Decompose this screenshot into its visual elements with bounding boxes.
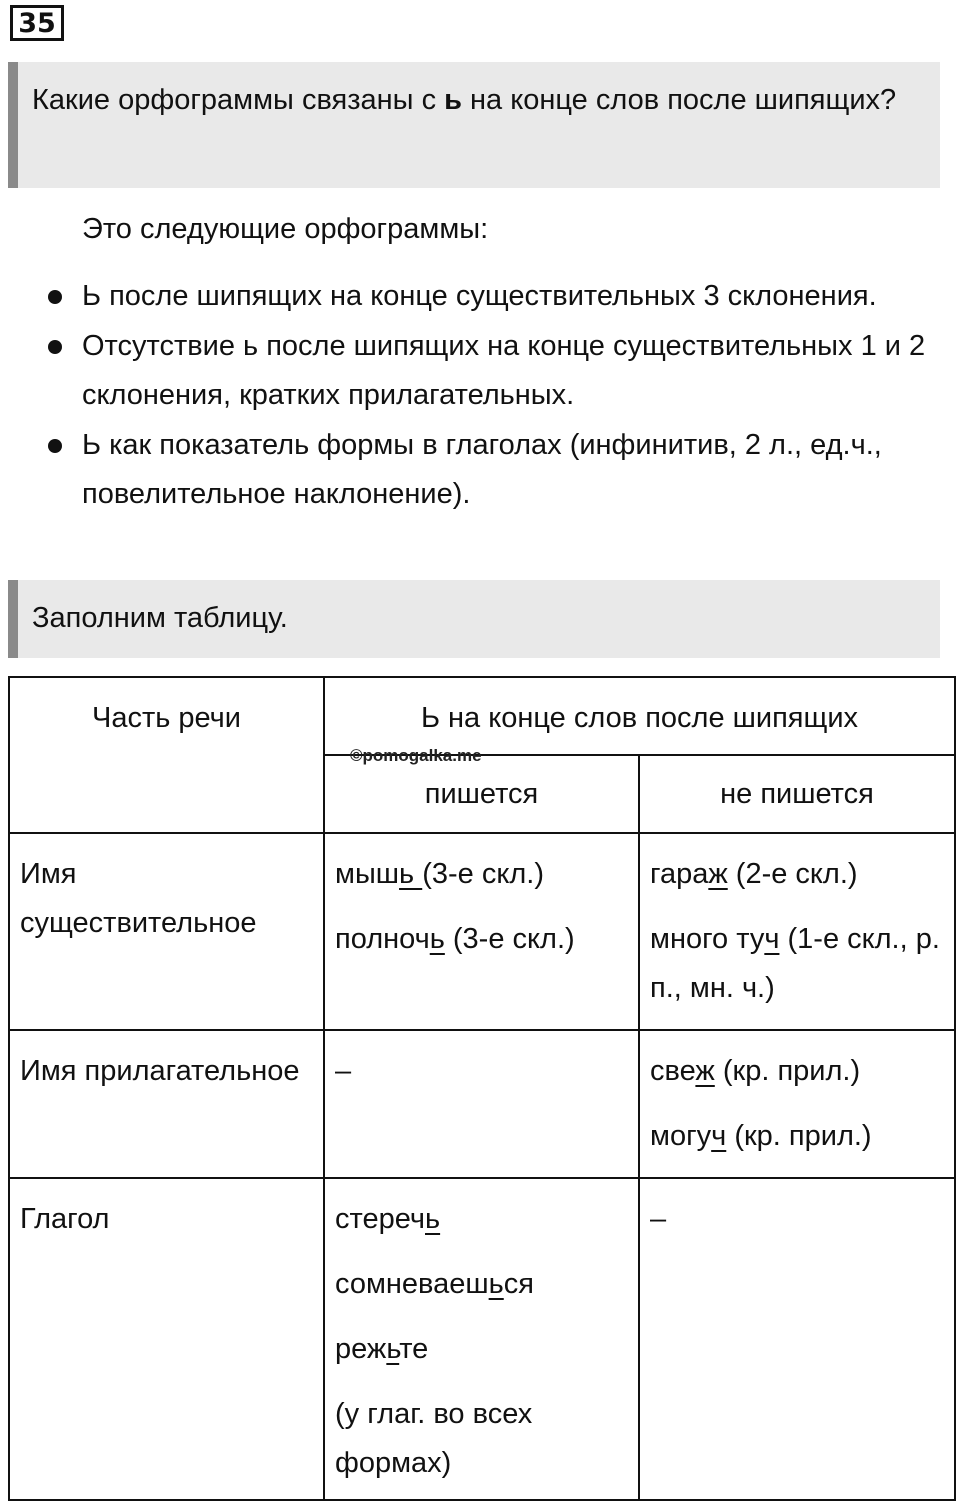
orthogram-table	[8, 676, 956, 1501]
adj-written-cell: –	[324, 1030, 639, 1178]
task-box: Заполним таблицу.	[8, 580, 940, 658]
header-group: Ь на конце слов после шипящих	[324, 677, 955, 755]
task-number: 35	[10, 5, 64, 41]
bullet-icon	[48, 290, 62, 304]
verb-written-cell	[324, 1178, 639, 1500]
row-label-verb: Глагол	[9, 1178, 324, 1500]
intro-text: Это следующие орфограммы:	[82, 213, 489, 245]
header-written: пишется	[324, 755, 639, 833]
row-label-noun: Имя существительное	[9, 833, 324, 1030]
header-part-of-speech: Часть речи	[9, 677, 324, 833]
orthogram-list	[82, 272, 954, 520]
watermark: ©pomogalka.me	[350, 746, 482, 765]
list-item: Ь после шипящих на конце существительных 3 склонения.	[82, 272, 954, 321]
table-word: стеречь	[335, 1203, 441, 1235]
header-not-written: не пишется	[639, 755, 955, 833]
bullet-icon	[48, 340, 62, 354]
table-word: могуч (кр. прил.)	[650, 1120, 872, 1152]
question-text-bold: ь	[444, 84, 462, 116]
question-text-start: Какие орфограммы связаны с	[32, 84, 445, 116]
table-word: свеж (кр. прил.)	[650, 1055, 861, 1087]
table-word: мышь (3-е скл.)	[335, 858, 544, 890]
question-box	[8, 62, 940, 188]
table-word: полночь (3-е скл.)	[335, 923, 575, 955]
question-text-end: на конце слов после шипящих?	[461, 84, 897, 116]
adj-not-written-cell	[639, 1030, 955, 1178]
table-word: сомневаешься	[335, 1268, 534, 1300]
row-label-adjective: Имя прилагательное	[9, 1030, 324, 1178]
table-word: много туч (1-е скл., р. п., мн. ч.)	[650, 923, 940, 1004]
noun-not-written-cell	[639, 833, 955, 1030]
list-item: Ь как показатель формы в глаголах (инфинитив, 2 л., ед.ч., повелительное наклонение).	[82, 421, 954, 519]
table-word: режьте	[335, 1333, 429, 1365]
table-note: (у глаг. во всех формах)	[335, 1398, 533, 1479]
noun-written-cell	[324, 833, 639, 1030]
table-word: гараж (2-е скл.)	[650, 858, 858, 890]
list-item: Отсутствие ь после шипящих на конце существительных 1 и 2 склонения, кратких прилагательных.	[82, 322, 954, 420]
bullet-icon	[48, 439, 62, 453]
verb-not-written-cell: –	[639, 1178, 955, 1500]
